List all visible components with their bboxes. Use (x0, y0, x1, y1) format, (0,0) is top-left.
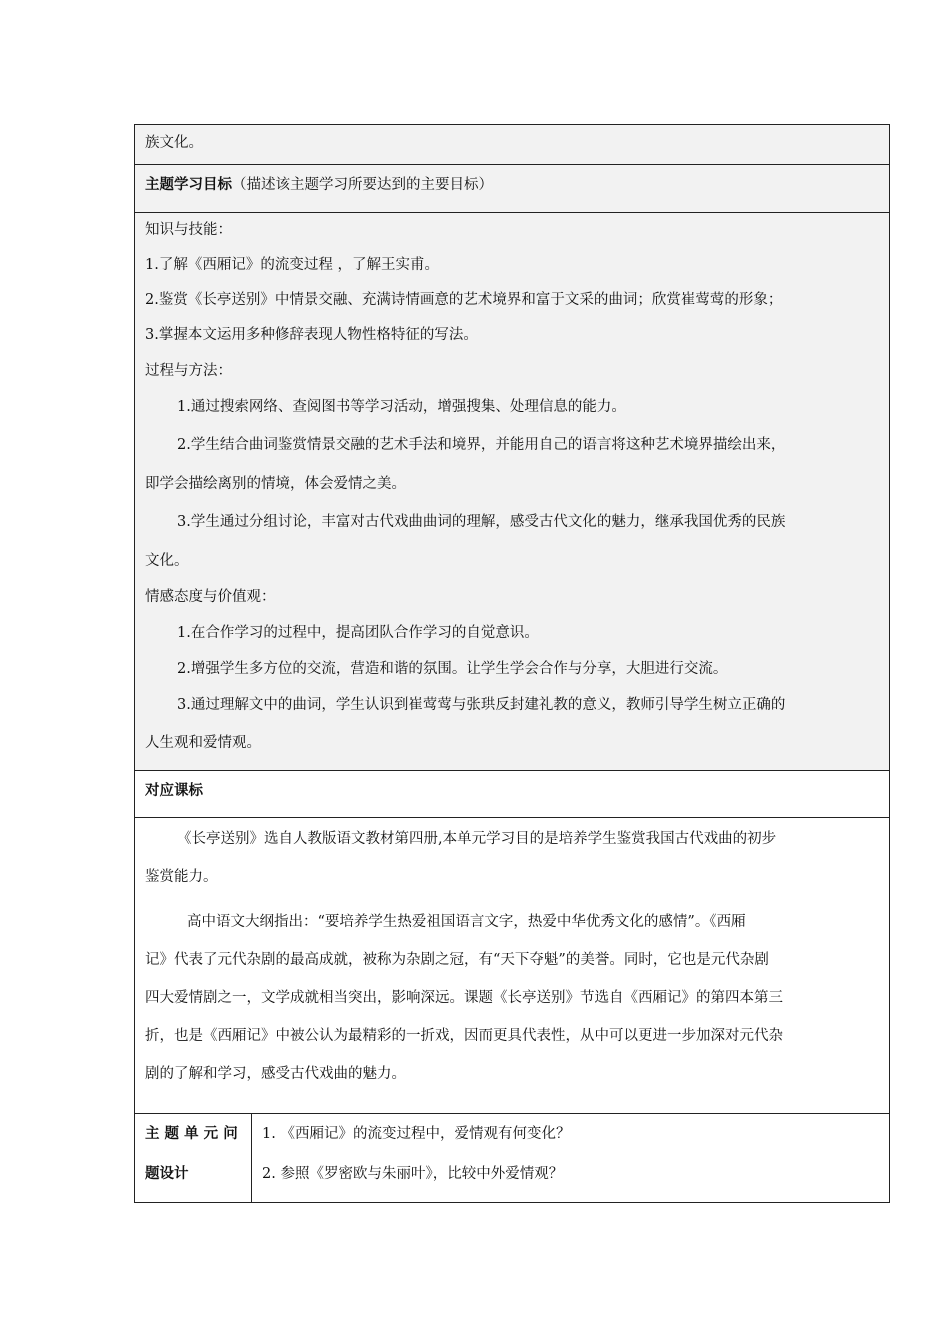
goals-body-row (135, 213, 889, 771)
standard-header-row (135, 771, 889, 818)
questions-row (135, 1114, 889, 1202)
knowledge-item-3: 3.掌握本文运用多种修辞表现人物性格特征的写法。 (145, 327, 478, 343)
question-2: 2. 参照《罗密欧与朱丽叶》，比较中外爱情观？ (262, 1166, 564, 1182)
questions-label-b: 题设计 (145, 1166, 189, 1182)
intro-row (135, 125, 889, 165)
process-item-1: 1.通过搜索网络、查阅图书等学习活动，增强搜集、处理信息的能力。 (177, 399, 626, 415)
standard-para2e: 剧的了解和学习，感受古代戏曲的魅力。 (145, 1066, 406, 1082)
emotion-heading: 情感态度与价值观： (145, 589, 276, 605)
emotion-item-1: 1.在合作学习的过程中，提高团队合作学习的自觉意识。 (177, 625, 539, 641)
standard-para2a: 高中语文大纲指出：“要培养学生热爱祖国语言文字，热爱中华优秀文化的感情”。《西厢 (187, 914, 746, 930)
question-1: 1. 《西厢记》的流变过程中，爱情观有何变化？ (262, 1126, 571, 1142)
process-heading: 过程与方法： (145, 363, 232, 379)
questions-label-a: 主 题 单 元 问 (145, 1126, 238, 1142)
lesson-plan-table (134, 124, 890, 1203)
process-item-3b: 文化。 (145, 553, 189, 569)
standard-para1a: 《长亭送别》选自人教版语文教材第四册,本单元学习目的是培养学生鉴赏我国古代戏曲的初步 (177, 831, 777, 847)
questions-content-cell (252, 1114, 889, 1202)
standard-para2b: 记》代表了元代杂剧的最高成就，被称为杂剧之冠，有“天下夺魁”的美誉。同时，它也是元代杂剧 (145, 952, 769, 968)
standard-title: 对应课标 (145, 783, 203, 799)
goals-header-row (135, 165, 889, 213)
process-item-2a: 2.学生结合曲词鉴赏情景交融的艺术手法和境界，并能用自己的语言将这种艺术境界描绘出来， (177, 437, 786, 453)
questions-label-cell (135, 1114, 252, 1202)
goals-title: 主题学习目标 (145, 177, 232, 193)
emotion-item-3a: 3.通过理解文中的曲词，学生认识到崔莺莺与张珙反封建礼教的意义，教师引导学生树立正确的 (177, 697, 786, 713)
standard-para2c: 四大爱情剧之一，文学成就相当突出，影响深远。课题《长亭送别》节选自《西厢记》的第四本第三 (145, 990, 783, 1006)
knowledge-heading: 知识与技能： (145, 222, 232, 238)
emotion-item-3b: 人生观和爱情观。 (145, 735, 261, 751)
process-item-3a: 3.学生通过分组讨论，丰富对古代戏曲曲词的理解，感受古代文化的魅力，继承我国优秀的民族 (177, 514, 786, 530)
knowledge-item-2: 2.鉴赏《长亭送别》中情景交融、充满诗情画意的艺术境界和富于文采的曲词；欣赏崔莺莺的形象； (145, 292, 783, 308)
standard-para2d: 折，也是《西厢记》中被公认为最精彩的一折戏，因而更具代表性，从中可以更进一步加深对元代杂 (145, 1028, 783, 1044)
emotion-item-2: 2.增强学生多方位的交流，营造和谐的氛围。让学生学会合作与分享，大胆进行交流。 (177, 661, 728, 677)
process-item-2b: 即学会描绘离别的情境，体会爱情之美。 (145, 476, 406, 492)
intro-text: 族文化。 (145, 135, 203, 151)
knowledge-item-1: 1.了解《西厢记》的流变过程 ，了解王实甫。 (145, 257, 439, 273)
standard-body-row (135, 818, 889, 1114)
goals-note: （描述该主题学习所要达到的主要目标） (232, 177, 493, 193)
standard-para1b: 鉴赏能力。 (145, 869, 218, 885)
